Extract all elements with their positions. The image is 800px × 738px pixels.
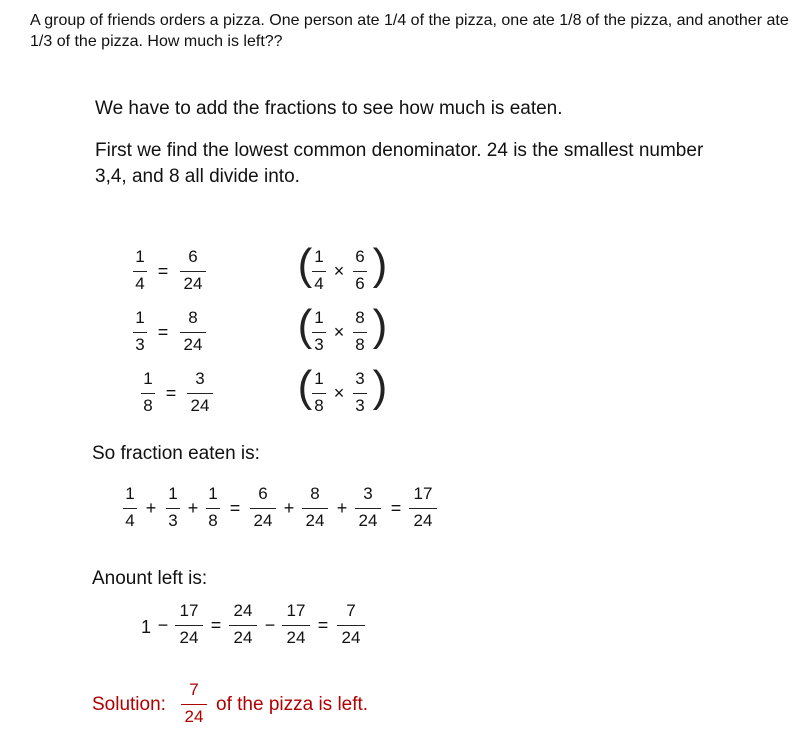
fraction-bar: [180, 271, 206, 272]
numerator: 17: [179, 601, 199, 620]
fraction-bar: [250, 508, 276, 509]
denominator: 24: [358, 511, 378, 530]
numerator: 6: [258, 484, 268, 503]
fraction-bar: [206, 508, 220, 509]
solution-text: of the pizza is left.: [216, 694, 369, 715]
numerator: 6: [188, 247, 198, 266]
numerator: 1: [143, 369, 153, 388]
denominator: 4: [135, 274, 145, 293]
denominator: 24: [183, 335, 203, 354]
denominator: 24: [286, 628, 306, 647]
denominator: 24: [413, 511, 433, 530]
left-parenthesis: (: [297, 301, 313, 350]
numerator: 6: [355, 247, 365, 266]
denominator: 3: [135, 335, 145, 354]
fraction-bar: [166, 508, 180, 509]
left-operator: −: [157, 615, 169, 635]
denominator: 6: [355, 274, 365, 293]
step-common-denominator: First we find the lowest common denominator. 24 is the smallest number 3,4, and 8 all divide into.: [95, 140, 704, 187]
denominator: 3: [314, 335, 324, 354]
numerator: 3: [195, 369, 205, 388]
denominator: 3: [168, 511, 178, 530]
fraction-bar: [141, 393, 155, 394]
numerator: 1: [314, 308, 324, 327]
fraction-bar: [409, 508, 437, 509]
denominator: 24: [179, 628, 199, 647]
fraction-bar: [353, 332, 367, 333]
denominator: 8: [355, 335, 365, 354]
denominator: 24: [253, 511, 273, 530]
left-operator: =: [317, 615, 329, 635]
numerator: 1: [208, 484, 218, 503]
equals-sign: =: [157, 322, 169, 342]
fraction-bar: [133, 332, 147, 333]
numerator: 17: [413, 484, 433, 503]
numerator: 1: [168, 484, 178, 503]
step-add-fractions: We have to add the fractions to see how much is eaten.: [95, 98, 563, 119]
right-parenthesis: ): [372, 301, 388, 350]
fraction-bar: [180, 332, 206, 333]
equals-sign: =: [157, 261, 169, 281]
numerator: 24: [233, 601, 253, 620]
fraction-bar: [353, 393, 367, 394]
numerator: 7: [346, 601, 356, 620]
fraction-bar: [282, 625, 310, 626]
numerator: 17: [286, 601, 306, 620]
fraction-bar: [175, 625, 203, 626]
numerator: 8: [310, 484, 320, 503]
left-parenthesis: (: [297, 362, 313, 411]
denominator: 24: [190, 396, 210, 415]
sum-operator: +: [336, 498, 348, 518]
denominator: 4: [125, 511, 135, 530]
fraction-bar: [312, 271, 326, 272]
right-parenthesis: ): [372, 362, 388, 411]
numerator: 1: [314, 247, 324, 266]
fraction-bar: [229, 625, 257, 626]
denominator: 24: [183, 274, 203, 293]
fraction-bar: [337, 625, 365, 626]
sum-operator: +: [283, 498, 295, 518]
sum-operator: =: [229, 498, 241, 518]
one-value: 1: [140, 617, 152, 637]
fraction-bar: [123, 508, 137, 509]
fraction-bar: [302, 508, 328, 509]
times-sign: ×: [333, 383, 345, 403]
denominator: 3: [355, 396, 365, 415]
equals-sign: =: [165, 383, 177, 403]
numerator: 1: [135, 308, 145, 327]
question-text: A group of friends orders a pizza. One person ate 1/4 of the pizza, one ate 1/8 of the pizza, and another ate 1/3 of the pizza. How much is left??: [30, 12, 789, 50]
fraction-bar: [181, 704, 207, 705]
fraction-bar: [355, 508, 381, 509]
solution-denominator: 24: [184, 707, 204, 726]
numerator: 1: [125, 484, 135, 503]
fraction-bar: [353, 271, 367, 272]
sum-operator: +: [187, 498, 199, 518]
left-label: Anount left is:: [92, 568, 208, 589]
solution-label: Solution:: [92, 694, 166, 715]
eaten-label: So fraction eaten is:: [92, 443, 260, 464]
fraction-bar: [312, 393, 326, 394]
left-parenthesis: (: [297, 240, 313, 289]
sum-operator: =: [390, 498, 402, 518]
denominator: 8: [314, 396, 324, 415]
denominator: 8: [143, 396, 153, 415]
numerator: 8: [355, 308, 365, 327]
left-operator: =: [210, 615, 222, 635]
fraction-bar: [187, 393, 213, 394]
denominator: 24: [233, 628, 253, 647]
sum-operator: +: [145, 498, 157, 518]
numerator: 1: [314, 369, 324, 388]
fraction-bar: [312, 332, 326, 333]
numerator: 8: [188, 308, 198, 327]
numerator: 1: [135, 247, 145, 266]
denominator: 24: [341, 628, 361, 647]
denominator: 24: [305, 511, 325, 530]
left-operator: −: [264, 615, 276, 635]
times-sign: ×: [333, 322, 345, 342]
times-sign: ×: [333, 261, 345, 281]
denominator: 4: [314, 274, 324, 293]
denominator: 8: [208, 511, 218, 530]
right-parenthesis: ): [372, 240, 388, 289]
numerator: 3: [355, 369, 365, 388]
solution-numerator: 7: [189, 680, 199, 699]
numerator: 3: [363, 484, 373, 503]
fraction-bar: [133, 271, 147, 272]
